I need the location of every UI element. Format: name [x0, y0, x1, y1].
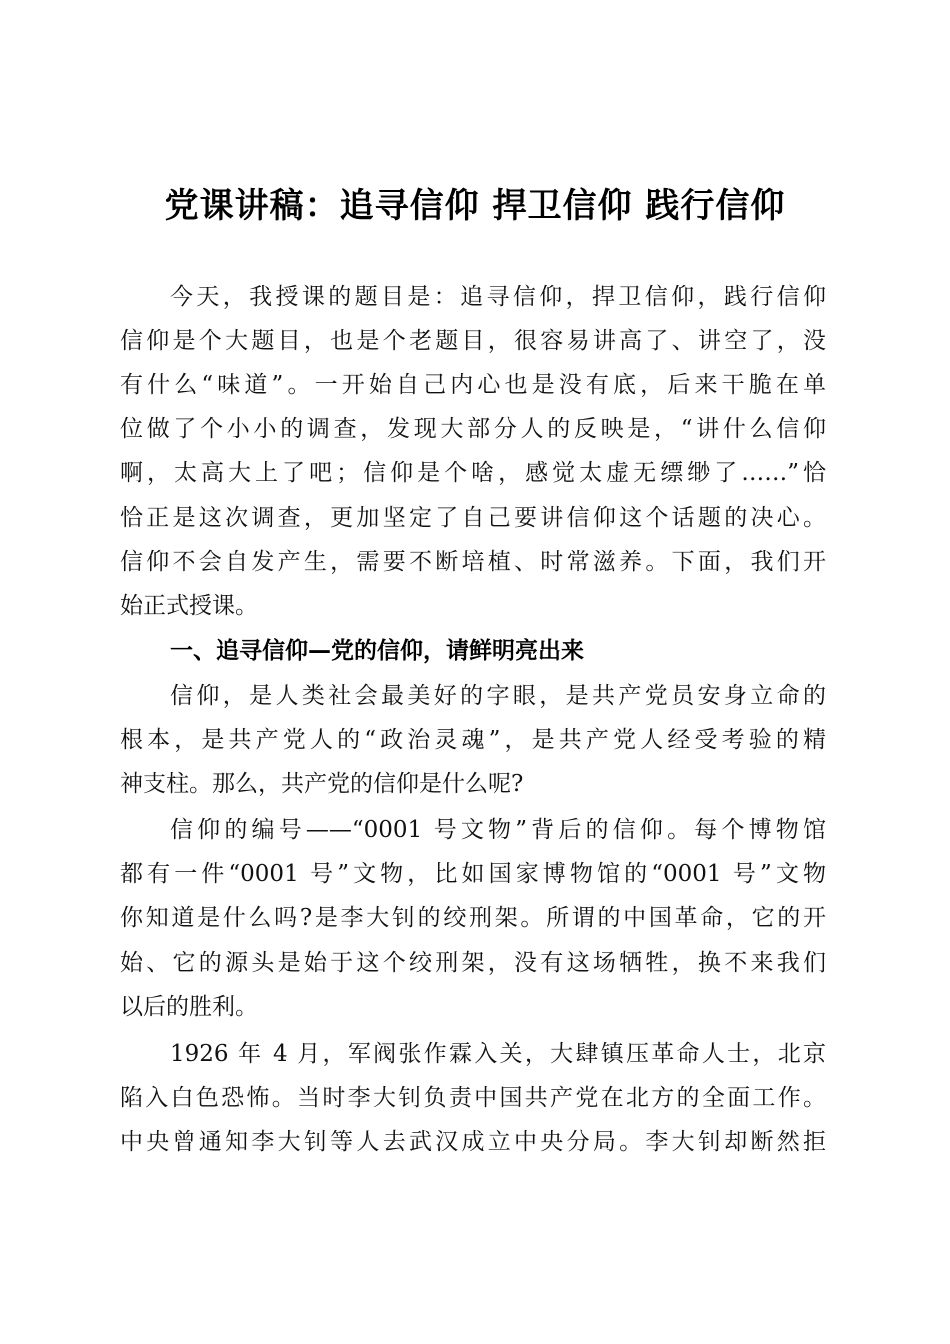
paragraph-line: 以后的胜利。 [120, 994, 258, 1020]
paragraph-line: 啊，太高大上了吧；信仰是个啥，感觉太虚无缥缈了……”恰 [120, 460, 826, 486]
paragraph-line: 你知道是什么吗?是李大钊的绞刑架。所谓的中国革命，它的开 [120, 905, 826, 931]
paragraph-line: 信仰不会自发产生，需要不断培植、时常滋养。下面，我们开 [120, 549, 826, 575]
paragraph-line: 中央曾通知李大钊等人去武汉成立中央分局。李大钊却断然拒 [120, 1129, 826, 1155]
paragraph-line: 都有一件“0001 号”文物，比如国家博物馆的“0001 号”文物 [120, 861, 826, 887]
paragraph-line: 信仰，是人类社会最美好的字眼，是共产党员安身立命的 [170, 683, 826, 709]
paragraph-line: 恰正是这次调查，更加坚定了自己要讲信仰这个话题的决心。 [120, 505, 826, 531]
paragraph-line: 始、它的源头是始于这个绞刑架，没有这场牺牲，换不来我们 [120, 950, 826, 976]
paragraph-line: 信仰的编号——“0001 号文物”背后的信仰。每个博物馆 [170, 817, 826, 843]
paragraph-line: 有什么“味道”。一开始自己内心也是没有底，后来干脆在单 [120, 372, 826, 398]
paragraph-line: 陷入白色恐怖。当时李大钊负责中国共产党在北方的全面工作。 [120, 1085, 826, 1111]
paragraph-line: 始正式授课。 [120, 593, 258, 619]
paragraph-line: 信仰是个大题目，也是个老题目，很容易讲高了、讲空了，没 [120, 328, 826, 354]
paragraph-line: 位做了个小小的调查，发现大部分人的反映是，“讲什么信仰 [120, 416, 826, 442]
paragraph-line: 神支柱。那么，共产党的信仰是什么呢? [120, 771, 524, 797]
paragraph-line: 根本，是共产党人的“政治灵魂”，是共产党人经受考验的精 [120, 727, 826, 753]
document-title: 党课讲稿：追寻信仰 捍卫信仰 践行信仰 [164, 186, 786, 226]
section-heading: 一、追寻信仰—党的信仰，请鲜明亮出来 [170, 638, 584, 664]
paragraph-line: 今天，我授课的题目是：追寻信仰，捍卫信仰，践行信仰 [170, 284, 826, 310]
paragraph-line: 1926 年 4 月，军阀张作霖入关，大肆镇压革命人士，北京 [170, 1041, 826, 1067]
